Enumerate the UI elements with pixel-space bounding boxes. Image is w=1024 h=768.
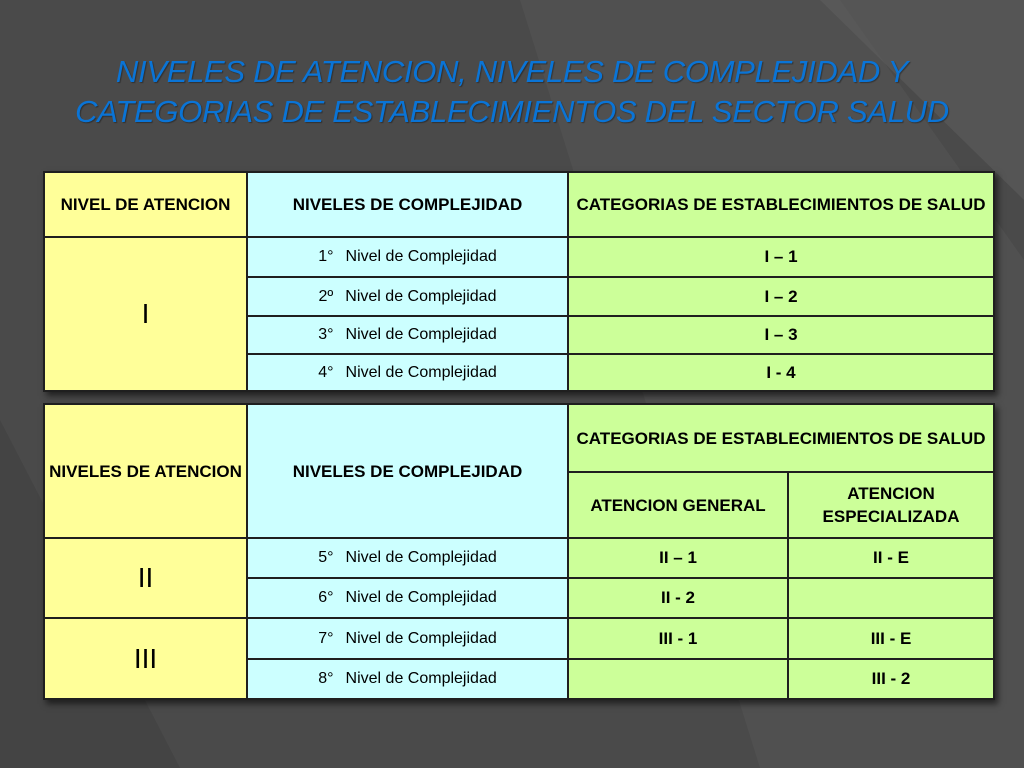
complejidad-cell [247,618,568,659]
categoria-cell: I – 3 [568,316,994,354]
especializada-cell [788,578,994,618]
complejidad-label: Nivel de Complejidad [345,549,497,566]
table-header-row [44,172,994,237]
categoria-cell: I – 1 [568,237,994,277]
complejidad-label: Nivel de Complejidad [345,670,497,687]
nivel-ii-cell: II [44,538,247,618]
complejidad-num: 7° [318,629,334,647]
complejidad-cell [247,277,568,316]
header-niveles-complejidad: NIVELES DE COMPLEJIDAD [247,172,568,237]
header-atencion-general: ATENCION GENERAL [568,472,788,538]
especializada-cell: III - 2 [788,659,994,699]
table-row [44,538,994,578]
header-categorias: CATEGORIAS DE ESTABLECIMIENTOS DE SALUD [568,404,994,472]
general-cell [568,659,788,699]
complejidad-label: Nivel de Complejidad [345,326,497,343]
complejidad-num: 1° [318,248,334,265]
table-row [44,618,994,659]
title-line-2: CATEGORIAS DE ESTABLECIMIENTOS DEL SECTOR SALUD [75,94,949,129]
complejidad-num: 3° [318,326,334,343]
categoria-cell: I – 2 [568,277,994,316]
header-atencion-especializada: ATENCION ESPECIALIZADA [788,472,994,538]
complejidad-cell [247,316,568,354]
general-cell: II – 1 [568,538,788,578]
complejidad-cell [247,538,568,578]
table-niveles-ii-iii [43,403,995,700]
complejidad-cell [247,237,568,277]
complejidad-num: 4° [318,363,334,381]
complejidad-num: 2º [318,287,334,305]
table-header-row [44,404,994,472]
complejidad-num: 8° [318,670,334,687]
especializada-cell: II - E [788,538,994,578]
complejidad-label: Nivel de Complejidad [345,363,497,381]
complejidad-num: 6° [318,589,334,606]
header-nivel-atencion: NIVEL DE ATENCION [44,172,247,237]
complejidad-label: Nivel de Complejidad [345,287,497,305]
page-title [40,52,984,132]
nivel-iii-cell: III [44,618,247,699]
nivel-i-cell: I [44,237,247,391]
complejidad-label: Nivel de Complejidad [345,629,497,647]
header-niveles-atencion: NIVELES DE ATENCION [44,404,247,538]
table-row [44,237,994,277]
general-cell: III - 1 [568,618,788,659]
complejidad-label: Nivel de Complejidad [345,589,497,606]
table-nivel-i [43,171,995,392]
header-categorias: CATEGORIAS DE ESTABLECIMIENTOS DE SALUD [568,172,994,237]
complejidad-cell [247,354,568,391]
especializada-cell: III - E [788,618,994,659]
complejidad-cell [247,578,568,618]
header-niveles-complejidad: NIVELES DE COMPLEJIDAD [247,404,568,538]
complejidad-cell [247,659,568,699]
categoria-cell: I - 4 [568,354,994,391]
title-line-1: NIVELES DE ATENCION, NIVELES DE COMPLEJIDAD Y [115,54,909,89]
general-cell: II - 2 [568,578,788,618]
complejidad-label: Nivel de Complejidad [345,248,497,265]
complejidad-num: 5° [318,549,334,566]
